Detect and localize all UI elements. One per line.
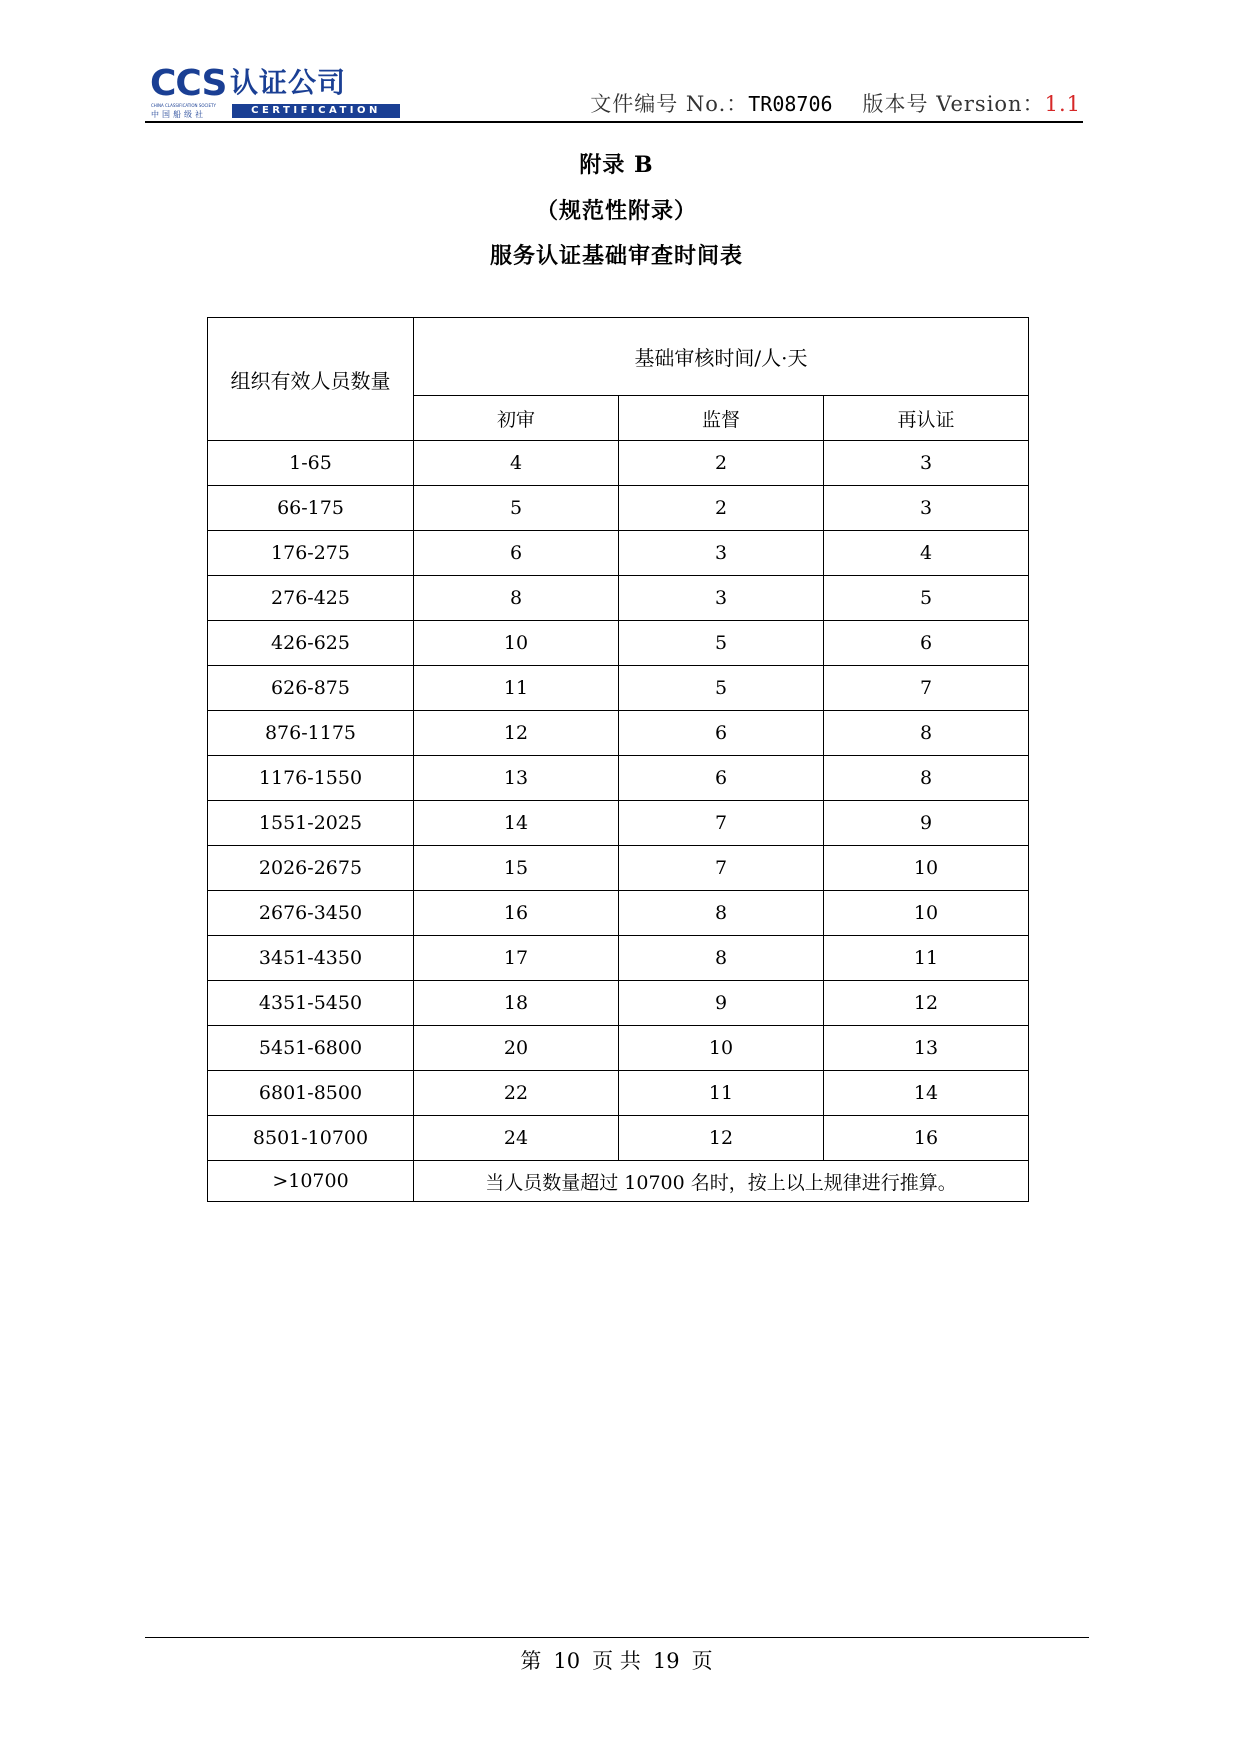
row-recert-cell: 8	[824, 711, 1029, 756]
row-surveillance-cell: 5	[619, 621, 824, 666]
row-range-cell: 8501-10700	[208, 1116, 414, 1161]
row-surveillance-cell: 8	[619, 891, 824, 936]
row-range-cell: >10700	[208, 1161, 414, 1202]
row-recert-cell: 12	[824, 981, 1029, 1026]
row-initial-cell: 5	[414, 486, 619, 531]
footer-total-pages: 19	[652, 1649, 680, 1673]
row-surveillance-cell: 7	[619, 846, 824, 891]
logo-certification-bar: CERTIFICATION	[232, 104, 400, 118]
row-initial-cell: 8	[414, 576, 619, 621]
row-recert-cell: 13	[824, 1026, 1029, 1071]
row-recert-cell: 3	[824, 486, 1029, 531]
row-initial-cell: 22	[414, 1071, 619, 1116]
row-range-cell: 1-65	[208, 441, 414, 486]
row-range-cell: 2026-2675	[208, 846, 414, 891]
row-initial-cell: 18	[414, 981, 619, 1026]
footer-page-number: 10	[553, 1649, 581, 1673]
table-row	[208, 486, 1029, 531]
table-row	[208, 756, 1029, 801]
table-row	[208, 936, 1029, 981]
table-row	[208, 801, 1029, 846]
row-initial-cell: 4	[414, 441, 619, 486]
row-surveillance-cell: 8	[619, 936, 824, 981]
row-surveillance-cell: 5	[619, 666, 824, 711]
overflow-note-cell: 当人员数量超过 10700 名时，按上以上规律进行推算。	[414, 1161, 1029, 1202]
row-initial-cell: 17	[414, 936, 619, 981]
row-range-cell: 66-175	[208, 486, 414, 531]
row-range-cell: 6801-8500	[208, 1071, 414, 1116]
table-row	[208, 1026, 1029, 1071]
row-surveillance-cell: 12	[619, 1116, 824, 1161]
column-header-surveillance: 监督	[619, 396, 824, 441]
row-recert-cell: 6	[824, 621, 1029, 666]
document-info	[590, 88, 1081, 118]
row-recert-cell: 3	[824, 441, 1029, 486]
row-range-cell: 426-625	[208, 621, 414, 666]
row-surveillance-cell: 3	[619, 576, 824, 621]
version-label: 版本号 Version：	[862, 92, 1045, 116]
row-range-cell: 626-875	[208, 666, 414, 711]
table-row	[208, 666, 1029, 711]
table-row-overflow	[208, 1161, 1029, 1202]
row-initial-cell: 12	[414, 711, 619, 756]
row-range-cell: 4351-5450	[208, 981, 414, 1026]
row-recert-cell: 14	[824, 1071, 1029, 1116]
table-row	[208, 576, 1029, 621]
table-row	[208, 621, 1029, 666]
row-initial-cell: 24	[414, 1116, 619, 1161]
table-row	[208, 1116, 1029, 1161]
row-range-cell: 5451-6800	[208, 1026, 414, 1071]
footer-divider	[145, 1637, 1089, 1638]
table-row	[208, 441, 1029, 486]
table-title: 服务认证基础审查时间表	[489, 243, 743, 269]
row-surveillance-cell: 7	[619, 801, 824, 846]
row-initial-cell: 11	[414, 666, 619, 711]
row-surveillance-cell: 10	[619, 1026, 824, 1071]
logo-ccs-text: CCS	[150, 63, 227, 104]
row-range-cell: 876-1175	[208, 711, 414, 756]
row-surveillance-cell: 9	[619, 981, 824, 1026]
version-number: 1.1	[1044, 92, 1081, 116]
table-row	[208, 846, 1029, 891]
row-initial-cell: 6	[414, 531, 619, 576]
row-recert-cell: 7	[824, 666, 1029, 711]
header-group-caption: 基础审核时间/人·天	[414, 318, 1029, 396]
row-initial-cell: 13	[414, 756, 619, 801]
table-row	[208, 891, 1029, 936]
column-header-recert: 再认证	[824, 396, 1029, 441]
header-corner-cell: 组织有效人员数量	[208, 318, 414, 441]
header-divider	[145, 121, 1083, 123]
row-range-cell: 2676-3450	[208, 891, 414, 936]
table-row	[208, 531, 1029, 576]
table-row	[208, 1071, 1029, 1116]
row-surveillance-cell: 2	[619, 441, 824, 486]
row-recert-cell: 5	[824, 576, 1029, 621]
row-surveillance-cell: 3	[619, 531, 824, 576]
ccs-logo	[150, 64, 400, 120]
row-recert-cell: 11	[824, 936, 1029, 981]
row-recert-cell: 4	[824, 531, 1029, 576]
logo-society-name: CHINA CLASSIFICATION SOCIETY	[151, 103, 216, 108]
row-recert-cell: 10	[824, 846, 1029, 891]
table-row	[208, 981, 1029, 1026]
row-recert-cell: 8	[824, 756, 1029, 801]
row-range-cell: 3451-4350	[208, 936, 414, 981]
row-recert-cell: 9	[824, 801, 1029, 846]
audit-time-table	[207, 317, 1029, 1202]
footer-prefix: 第	[520, 1649, 542, 1673]
row-initial-cell: 20	[414, 1026, 619, 1071]
logo-company-name: 认证公司	[230, 66, 347, 99]
row-initial-cell: 16	[414, 891, 619, 936]
normative-subtitle: （规范性附录）	[535, 198, 697, 224]
table-row	[208, 711, 1029, 756]
row-initial-cell: 15	[414, 846, 619, 891]
row-initial-cell: 10	[414, 621, 619, 666]
row-surveillance-cell: 6	[619, 711, 824, 756]
doc-number-label: 文件编号 No.：	[590, 92, 749, 116]
row-surveillance-cell: 11	[619, 1071, 824, 1116]
row-range-cell: 1551-2025	[208, 801, 414, 846]
footer-suffix: 页	[691, 1649, 713, 1673]
column-header-initial: 初审	[414, 396, 619, 441]
appendix-title: 附录 B	[579, 152, 654, 178]
row-recert-cell: 16	[824, 1116, 1029, 1161]
row-range-cell: 276-425	[208, 576, 414, 621]
footer-mid: 页 共	[592, 1649, 641, 1673]
row-range-cell: 1176-1550	[208, 756, 414, 801]
row-surveillance-cell: 2	[619, 486, 824, 531]
row-recert-cell: 10	[824, 891, 1029, 936]
row-range-cell: 176-275	[208, 531, 414, 576]
doc-number: TR08706	[748, 92, 833, 116]
row-initial-cell: 14	[414, 801, 619, 846]
row-surveillance-cell: 6	[619, 756, 824, 801]
page-footer	[0, 1645, 1233, 1675]
logo-subtitle: 中国船级社	[151, 110, 206, 119]
